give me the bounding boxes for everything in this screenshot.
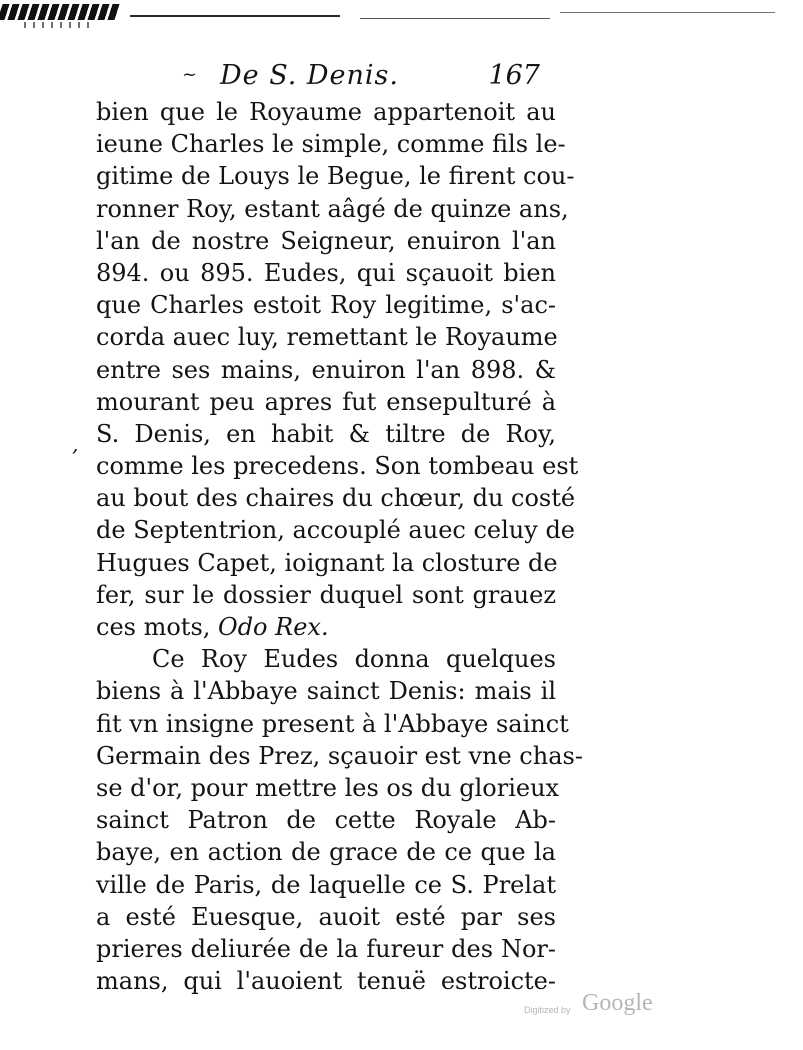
text-line: corda auec luy, remettant le Royaume <box>96 323 558 352</box>
ink-rule <box>560 12 775 13</box>
text-line: se d'or, pour mettre les os du glorieux <box>96 773 560 802</box>
text-line: entre ses mains, enuiron l'an 898. & <box>96 355 556 384</box>
margin-mark: , <box>72 432 79 456</box>
text-line: mans, qui l'auoient tenuë estroicte- <box>96 967 556 996</box>
ink-blot <box>0 4 121 20</box>
running-head-title: De S. Denis. <box>220 60 399 91</box>
text-line: sainct Patron de cette Royale Ab- <box>96 806 556 835</box>
ink-specks <box>24 22 94 28</box>
paragraph-start: Ce Roy Eudes donna quelques <box>152 645 556 674</box>
text-line: a esté Euesque, auoit esté par ses <box>96 902 556 931</box>
text-line: S. Denis, en habit & tiltre de Roy, <box>96 419 556 448</box>
text-line: comme les precedens. Son tombeau est <box>96 452 579 481</box>
scan-top-edge <box>0 0 803 34</box>
google-logo: Google <box>582 990 653 1016</box>
inscription-italic: Odo Rex. <box>218 613 329 641</box>
text-line: fit vn insigne present à l'Abbaye sainct <box>96 709 569 738</box>
text-line-prefix: ces mots, <box>96 613 219 641</box>
ink-rule <box>360 18 550 19</box>
text-line: bien que le Royaume appartenoit au <box>96 98 556 126</box>
ink-rule <box>130 15 340 17</box>
text-line: gitime de Louys le Begue, le firent cou- <box>96 162 575 191</box>
watermark-prefix: Digitized by <box>524 1005 571 1015</box>
text-line-last <box>96 611 556 643</box>
text-line: ieune Charles le simple, comme fils le- <box>96 130 566 159</box>
text-line: de Septentrion, accouplé auec celuy de <box>96 516 576 545</box>
text-line: prieres deliurée de la fureur des Nor- <box>96 934 556 963</box>
digitized-by-google-watermark <box>524 990 674 1020</box>
text-line: 894. ou 895. Eudes, qui sçauoit bien <box>96 258 556 287</box>
text-line: Hugues Capet, ioignant la closture de <box>96 548 558 577</box>
text-line: que Charles estoit Roy legitime, s'ac- <box>96 291 556 320</box>
text-line: au bout des chaires du chœur, du costé <box>96 484 576 513</box>
text-line: Germain des Prez, sçauoir est vne chas- <box>96 741 583 770</box>
text-line: ronner Roy, estant aâgé de quinze ans, <box>96 194 569 223</box>
running-head-mark: ~ <box>182 64 198 85</box>
text-line: ville de Paris, de laquelle ce S. Prelat <box>96 870 556 899</box>
text-line: biens à l'Abbaye sainct Denis: mais il <box>96 677 556 706</box>
text-line: fer, sur le dossier duquel sont grauez <box>96 580 556 609</box>
page-text <box>96 96 583 997</box>
text-line: mourant peu apres fut ensepulturé à <box>96 387 556 416</box>
text-line: l'an de nostre Seigneur, enuiron l'an <box>96 226 556 255</box>
page-number: 167 <box>488 60 540 91</box>
running-head <box>180 60 540 94</box>
text-line: baye, en action de grace de ce que la <box>96 838 556 867</box>
